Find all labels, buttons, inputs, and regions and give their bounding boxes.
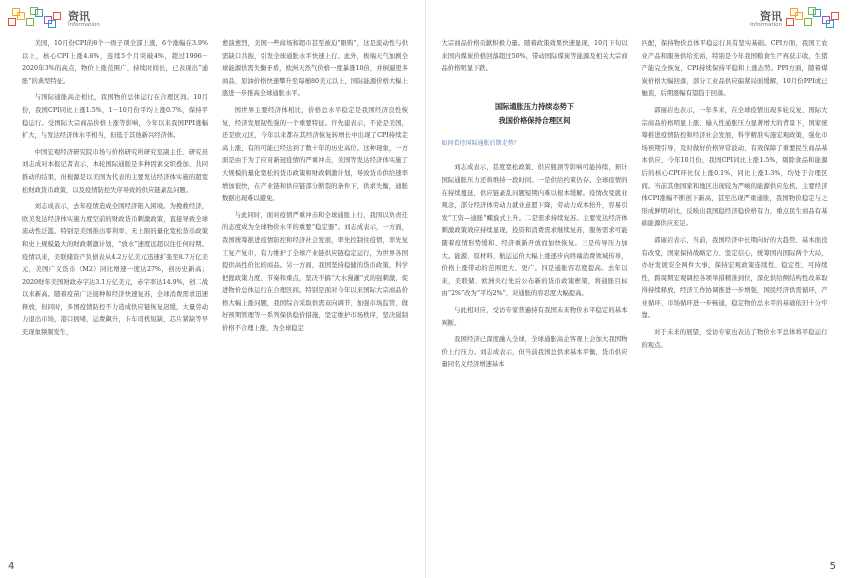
right-header-squares-logo xyxy=(786,6,842,28)
left-header xyxy=(8,6,100,28)
paragraph: 美国，10月份CPI的8个一级子项全部上涨，6个涨幅在3.9%以上，核心CPI上涨4.6%，连续5个月突破4%，超过1996－2020年3%的高点，物价上涨范围广、持续时间长，已表现出“通胀”的典型特征。 xyxy=(22,40,208,85)
section-title-line-1: 国际通胀压力持续态势下 xyxy=(494,101,575,111)
logo-square xyxy=(790,8,798,16)
section-title-line-2: 我国价格保持合理区间 xyxy=(498,115,571,125)
paragraph: 刘志成表示，甚度宽松政策、供应瓶颈等影响可能持续，预计国际通胀压力还将维持一段时间。一是供给约束仍存。全球疫情的在持续蔓延，供应链紊乱问题短期内难以根本缓解。疫情改变就业观念，部分经济体劳动力就业意愿下降，劳动力成本抬升，容易引发“工资—通胀”螺旋式上升。二是需求持续复苏。主要发达经济体刺激政策效应持续显现，投资和消费需求继续复苏，服务需求可能随着疫情形势缓和、经济重新开放而加快恢复。三是传导压力加大。能源、原材料、航运运价大幅上涨逐步向终端消费领域传导，价格上涨带动的范围更大、更广。四是通胀容忍度提高。去年以来，美联储、欧洲央行先后公布新的货币政策框架，将通胀目标由“2%”改为“平均2%”，对通胀的容忍度大幅提高。 xyxy=(441,164,628,298)
left-header-subtitle: Information xyxy=(68,21,100,28)
paragraph: 与此相对应，受访专家普遍持有我国未来物价水平稳定的基本判断。 xyxy=(441,306,628,327)
paragraph: 我国经济已深度融入全球，全球通胀高企客观上会加大我国物价上行压力。刘志成表示，但当前我国总供求基本平衡，货币供应量同名义经济增速基本 xyxy=(441,336,628,369)
right-column-2 xyxy=(642,38,828,372)
paragraph: 国世界主要经济体相比，价格总水平稳定是我国经济良性恢复、经济发展韧性强的一个重要特征。许先建表示，不论是美国，还是欧元区，今年以来都在其经济恢复转增长中出现了CPI持续走高上涨，有的可能已经达到了数十年的历史高位。这种现象，一方面是由于为了应对新冠疫情的严重冲击，美国等发达经济体实施了大规模的量化宽松的货币政策和财政刺激计划，导致货币供给速率增加很快，在产业链和供应链部分断裂的条件下，供求失衡，通胀数据出现难以避免。 xyxy=(222,106,408,203)
left-column-2 xyxy=(222,38,408,340)
paragraph: 郭丽岩也表示，一年多来，在全球疫情出现多轮反复、国际大宗商品价格明显上涨、输入性通胀压力显著增大的背景下，国家统筹推进疫情防控和经济社会发展，科学精准实施宏观政策，强化市场预期引导，及时做好价格异常波动，有效保障了重要民生商品基本供应，今年10月份，我国CPI同比上涨1.5%，剔除食品和能源后的核心CPI环比仅上涨0.1%，同比上涨1.3%，均处于合理区间。当前其他国家和地区出现较为严峻的能源供应危机，主要经济体CPI涨幅不断创下新高，甚至出现严重通胀，我国物价稳定与之形成鲜明对比，反映出我国稳经济稳价格有力，重点民生商品有基础能源供应充足。 xyxy=(641,106,828,228)
left-header-title: 资讯 xyxy=(68,9,90,23)
logo-square xyxy=(53,12,61,20)
left-header-text xyxy=(68,11,100,29)
right-columns xyxy=(442,38,832,372)
paragraph: 刘志成表示，去年疫情造成全国经济陷入困境。为挽救经济，欧美发达经济体实施力度空前的财政货币刺激政策，直接导致全球流动性泛滥。特别是美国推出零利率、无上限的量化宽松货币政策和史上规模最大的财政刺激计划，“放水”速度远超以往任何时期。疫情以来，美联储资产负债表从4.2万亿美元迅速扩张至8.7万亿美元，美国广义货币（M2）同比增速一度达27%，创历史新高；2020财年美国财政赤字达3.1万亿美元，赤字率达14.9%，创二战以来新高。随着疫苗广泛接种和经济快速复苏，全球消费需求迅速释放，但同时，多国疫情防控不力造成供应链恢复迟缓，大量劳动力退出市场，港口拥堵、运费飙升，卡车司机短缺、芯片紧缺等早充现象频频发生， xyxy=(22,203,208,337)
paragraph: 匹配，保持物价总体平稳运行具有坚实基础。CPI方面，我国工农业产品和服务供给充裕，特别是今年我国粮食生产再获丰收，生猪产能完全恢复，CPI持续保持平稳和上涨态势。PPI方面，随着煤炭价格大幅回落，部分工业品供应偏紧局面缓解，10月份PPI或已触顶，后期涨幅有望趋于回落。 xyxy=(641,40,828,98)
paragraph: 中国宏观经济研究院市场与价格研究所研究室副主任、研究员刘志成对本报记者表示，本轮国际通胀是多种因素交织叠加、共同推动的结果，但根源是以美国为代表的主要发达经济体实施的超宽松财政货币政策，以及疫情防控失序导致的供应链紊乱问题。 xyxy=(22,148,208,194)
logo-square xyxy=(26,18,34,26)
section-title xyxy=(442,100,628,128)
right-header-title: 资讯 xyxy=(760,9,782,23)
paragraph: 与国际通胀高企相比，我国物价总体运行在合理区间。10月份，我国CPI同比上涨1.5%，1－10月份平均上涨0.7%，保持平稳运行。受国际大宗商品价格上涨等影响，今年以来我国PPI涨幅扩大，与发达经济体水平相当，但低于其他新兴经济体。 xyxy=(22,94,208,140)
logo-square xyxy=(30,7,38,15)
left-columns xyxy=(22,38,408,340)
logo-square xyxy=(831,12,839,20)
paragraph: 与此同时，面对疫情严重冲击和全球通胀上行，我国以负责任的态度成为全球物价水平的重要“稳定器”。刘志成表示，一方面，我国统筹推进疫情防控和经济社会发展，率先控制住疫情，率先复工复产复市，有力维护了全球产业链供应链稳定运行，为世界各国提供高性价比的商品。另一方面，我国坚持稳健的货币政策，科学把握政策力度、节奏和重点，坚决不搞“大水漫灌”式的强刺激，促进物价总体运行在合理区间。特别是面对今年以来国际大宗商品价格大幅上涨问题，我国综合采取供需双向调节、加强市场监管、做好预期管理等一系列保供稳价措施，坚定维护市场秩序，坚决遏制价格不合理上涨，为全球稳定 xyxy=(222,211,408,333)
right-header xyxy=(750,6,842,28)
logo-square xyxy=(786,18,794,26)
right-header-subtitle: Information xyxy=(750,21,782,28)
paragraph: 愈演愈烈，美国一些商场和超市甚至被迫“限购”，这是流动性与供需缺口共振，引发全球通胀水平快速上行。此外，极端天气加剧全球能源供需失衡矛盾，欧洲天然气价格一度暴涨10倍，并倒逼更多商品、原油价格快速攀升至每桶80美元以上，国际能源价格大幅上涨进一步推高全球通胀水平。 xyxy=(222,40,408,98)
right-column-1 xyxy=(442,38,628,372)
logo-square xyxy=(48,20,56,28)
right-page-number: 5 xyxy=(829,561,836,572)
left-page-number: 4 xyxy=(8,561,15,572)
sub-question: 如何看待国际通胀后期走势？ xyxy=(441,139,520,147)
left-column-1 xyxy=(22,38,208,340)
paragraph: 大宗商品价格贡献积极力量。随着政策效果快速显现，10月下旬以来国内煤炭价格回落超过50%，带动国际煤炭等能源及相关大宗商品价格明显下跌。 xyxy=(441,40,628,73)
right-header-text xyxy=(750,11,782,29)
logo-square xyxy=(826,20,834,28)
logo-square xyxy=(12,8,20,16)
paragraph: 对于未来的展望，受访专家也表达了物价水平总体将平稳运行的观点。 xyxy=(641,329,828,349)
right-page xyxy=(426,0,850,578)
paragraph: 郭丽岩表示，当前，我国经济中长期向好的大趋势、基本面没有改变，国家保持战略定力、坚定信心，统筹国内国际两个大局，办好发展安全两件大事，保持宏观政策连续性、稳定性、可持续性，跨周期宏观调控各项举措精准到位，深化供给侧结构性改革取得持续释放，经济工作协调推进一步增强，国民经济供需循环，产业循环、市场循环进一步畅通，稳定物价总水平的基础依旧十分牢靠。 xyxy=(641,236,828,320)
logo-square xyxy=(808,7,816,15)
left-header-squares-logo xyxy=(8,6,64,28)
logo-square xyxy=(8,18,16,26)
logo-square xyxy=(804,18,812,26)
